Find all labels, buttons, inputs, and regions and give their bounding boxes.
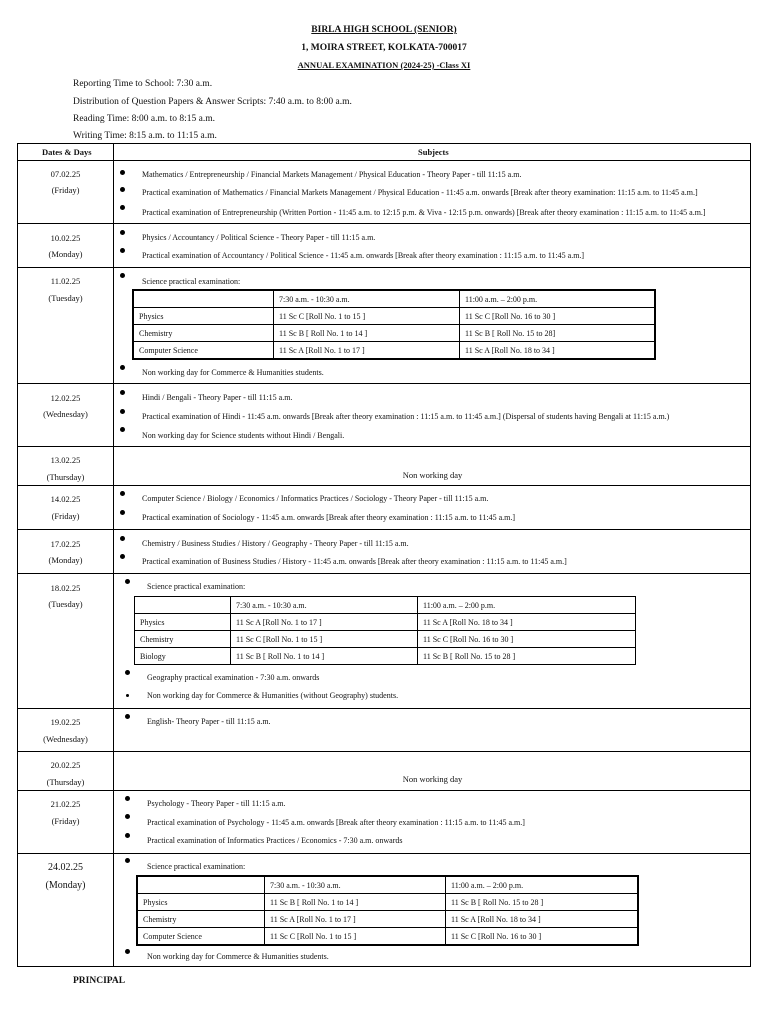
row-item: Non working day for Science students without Hindi / Bengali.: [142, 431, 345, 440]
bullet-icon: [120, 390, 125, 395]
practical-cell: 11 Sc C [Roll No. 16 to 30 ]: [460, 308, 656, 325]
practical-table-18-02: [134, 596, 636, 665]
bullet-icon: [125, 796, 130, 801]
practical-slot-morning: 7:30 a.m. - 10:30 a.m.: [274, 290, 460, 308]
row-day: (Monday): [48, 555, 83, 565]
row-item: Science practical examination:: [147, 582, 246, 591]
practical-cell: 11 Sc A [Roll No. 18 to 34 ]: [418, 614, 636, 631]
bullet-icon: [125, 579, 130, 584]
practical-subject: Physics: [135, 614, 231, 631]
practical-cell: 11 Sc B [ Roll No. 15 to 28 ]: [418, 648, 636, 665]
practical-row: [137, 928, 638, 946]
bullet-icon: [120, 205, 125, 210]
row-date: 12.02.25: [50, 393, 81, 403]
bullet-icon: [120, 510, 125, 515]
row-day: (Friday): [51, 511, 80, 521]
practical-corner-cell: [133, 290, 274, 308]
practical-cell: 11 Sc B [ Roll No. 1 to 14 ]: [265, 894, 446, 911]
row-item: English- Theory Paper - till 11:15 a.m.: [147, 717, 271, 726]
row-item: Non working day for Commerce & Humanities (without Geography) students.: [147, 691, 399, 700]
practical-slot-afternoon: 11:00 a.m. – 2:00 p.m.: [460, 290, 656, 308]
row-item: Psychology - Theory Paper - till 11:15 a.m.: [147, 799, 286, 808]
practical-table-11-02: [132, 289, 656, 360]
col-header-subjects: Subjects: [418, 147, 449, 157]
bullet-icon: [125, 714, 130, 719]
practical-slot-morning: 7:30 a.m. - 10:30 a.m.: [265, 876, 446, 894]
practical-subject: Chemistry: [137, 911, 265, 928]
practical-slot-afternoon: 11:00 a.m. – 2:00 p.m.: [418, 597, 636, 614]
row-date: 11.02.25: [50, 276, 81, 286]
bullet-icon: [120, 248, 125, 253]
practical-cell: 11 Sc C [Roll No. 16 to 30 ]: [446, 928, 639, 946]
practical-cell: 11 Sc C [Roll No. 1 to 15 ]: [274, 308, 460, 325]
practical-cell: 11 Sc B [ Roll No. 15 to 28 ]: [446, 894, 639, 911]
practical-header-row: [137, 876, 638, 894]
practical-cell: 11 Sc C [Roll No. 1 to 15 ]: [231, 631, 418, 648]
row-day: (Thursday): [46, 777, 85, 787]
practical-cell: 11 Sc C [Roll No. 1 to 15 ]: [265, 928, 446, 946]
row-day: (Thursday): [46, 472, 85, 482]
bullet-icon: [120, 536, 125, 541]
row-item: Practical examination of Mathematics / Financial Markets Management / Physical Education - 11:45 a.m. onwards [Break after theory examination: 11:15 a.m. to 11:45 a.m.]: [142, 188, 698, 197]
practical-row: [133, 342, 655, 360]
practical-cell: 11 Sc A [Roll No. 18 to 34 ]: [446, 911, 639, 928]
row-date: 13.02.25: [50, 455, 81, 465]
writing-time: Writing Time: 8:15 a.m. to 11:15 a.m.: [73, 131, 217, 141]
row-item: Science practical examination:: [142, 277, 241, 286]
row-date: 18.02.25: [50, 583, 81, 593]
bullet-icon: [126, 694, 129, 697]
row-day: (Tuesday): [48, 599, 83, 609]
row-item: Hindi / Bengali - Theory Paper - till 11:15 a.m.: [142, 393, 293, 402]
practical-cell: 11 Sc B [ Roll No. 15 to 28]: [460, 325, 656, 342]
practical-cell: 11 Sc A [Roll No. 1 to 17 ]: [265, 911, 446, 928]
exam-schedule-table: [17, 143, 751, 967]
practical-row: [133, 308, 655, 325]
row-date: 14.02.25: [50, 494, 81, 504]
row-date: 19.02.25: [50, 717, 81, 727]
practical-row: [137, 911, 638, 928]
bullet-icon: [125, 858, 130, 863]
bullet-icon: [125, 833, 130, 838]
practical-subject: Physics: [137, 894, 265, 911]
row-item: Geography practical examination - 7:30 a.m. onwards: [147, 673, 320, 682]
row-item: Practical examination of Accountancy / Political Science - 11:45 a.m. onwards [Break after theory examination : 11:15 a.m. to 11:45 a.m.]: [142, 251, 585, 260]
row-date: 17.02.25: [50, 539, 81, 549]
reading-time: Reading Time: 8:00 a.m. to 8:15 a.m.: [73, 114, 215, 124]
bullet-icon: [120, 491, 125, 496]
practical-cell: 11 Sc A [Roll No. 1 to 17 ]: [231, 614, 418, 631]
practical-row: [135, 614, 636, 631]
row-day: (Friday): [51, 816, 80, 826]
practical-subject: Physics: [133, 308, 274, 325]
practical-cell: 11 Sc B [ Roll No. 1 to 14 ]: [274, 325, 460, 342]
row-item: Non working day for Commerce & Humanities students.: [147, 952, 329, 961]
practical-row: [133, 325, 655, 342]
practical-row: [137, 894, 638, 911]
practical-cell: 11 Sc A [Roll No. 1 to 17 ]: [274, 342, 460, 360]
bullet-icon: [120, 273, 125, 278]
practical-subject: Chemistry: [133, 325, 274, 342]
row-date: 07.02.25: [50, 169, 81, 179]
practical-corner-cell: [135, 597, 231, 614]
bullet-icon: [120, 409, 125, 414]
exam-title: ANNUAL EXAMINATION (2024-25) -Class XI: [297, 60, 471, 70]
row-date: 20.02.25: [50, 760, 81, 770]
row-item: Computer Science / Biology / Economics / Informatics Practices / Sociology - Theory Paper - till 11:15 a.m.: [142, 494, 489, 503]
practical-subject: Chemistry: [135, 631, 231, 648]
row-item: Chemistry / Business Studies / History / Geography - Theory Paper - till 11:15 a.m.: [142, 539, 409, 548]
practical-slot-morning: 7:30 a.m. - 10:30 a.m.: [231, 597, 418, 614]
practical-header-row: [133, 290, 655, 308]
practical-header-row: [135, 597, 636, 614]
row-item: Mathematics / Entrepreneurship / Financial Markets Management / Physical Education - Theory Paper - till 11:15 a.m.: [142, 170, 522, 179]
principal-signature: PRINCIPAL: [73, 976, 126, 986]
bullet-icon: [120, 230, 125, 235]
row-day: (Monday): [48, 249, 83, 259]
bullet-icon: [120, 554, 125, 559]
row-item: Practical examination of Entrepreneurship (Written Portion - 11:45 a.m. to 12:15 p.m. & Viva - 12:15 p.m. onwards) [Break after theory examination : 11:15 a.m. to 11:45 a.m.]: [142, 208, 706, 217]
bullet-icon: [120, 427, 125, 432]
col-header-dates: Dates & Days: [42, 147, 92, 157]
practical-subject: Computer Science: [133, 342, 274, 360]
bullet-icon: [120, 187, 125, 192]
bullet-icon: [120, 170, 125, 175]
row-day: (Tuesday): [48, 293, 83, 303]
practical-corner-cell: [137, 876, 265, 894]
school-name: BIRLA HIGH SCHOOL (SENIOR): [311, 25, 457, 35]
row-day: (Friday): [51, 185, 80, 195]
practical-row: [135, 631, 636, 648]
row-item: Practical examination of Business Studies / History - 11:45 a.m. onwards [Break after theory examination : 11:15 a.m. to 11:45 a.m.]: [142, 557, 567, 566]
non-working-day-note: Non working day: [402, 470, 463, 480]
row-item: Practical examination of Sociology - 11:45 a.m. onwards [Break after theory examination : 11:15 a.m. to 11:45 a.m.]: [142, 513, 516, 522]
practical-slot-afternoon: 11:00 a.m. – 2:00 p.m.: [446, 876, 639, 894]
bullet-icon: [125, 949, 130, 954]
row-date: 21.02.25: [50, 799, 81, 809]
bullet-icon: [120, 365, 125, 370]
bullet-icon: [125, 670, 130, 675]
distribution-time: Distribution of Question Papers & Answer Scripts: 7:40 a.m. to 8:00 a.m.: [73, 97, 352, 107]
practical-table-24-02: [136, 875, 639, 946]
row-day: (Wednesday): [43, 734, 88, 744]
row-date: 24.02.25: [48, 862, 83, 873]
row-item: Science practical examination:: [147, 862, 246, 871]
practical-cell: 11 Sc B [ Roll No. 1 to 14 ]: [231, 648, 418, 665]
row-day: (Wednesday): [43, 409, 88, 419]
row-item: Practical examination of Informatics Practices / Economics - 7:30 a.m. onwards: [147, 836, 403, 845]
row-item: Physics / Accountancy / Political Science - Theory Paper - till 11:15 a.m.: [142, 233, 376, 242]
practical-row: [135, 648, 636, 665]
row-item: Practical examination of Psychology - 11:45 a.m. onwards [Break after theory examination : 11:15 a.m. to 11:45 a.m.]: [147, 818, 525, 827]
bullet-icon: [125, 814, 130, 819]
non-working-day-note: Non working day: [402, 774, 463, 784]
school-address: 1, MOIRA STREET, KOLKATA-700017: [301, 43, 467, 53]
practical-cell: 11 Sc C [Roll No. 16 to 30 ]: [418, 631, 636, 648]
practical-cell: 11 Sc A [Roll No. 18 to 34 ]: [460, 342, 656, 360]
practical-subject: Biology: [135, 648, 231, 665]
row-item: Non working day for Commerce & Humanities students.: [142, 368, 324, 377]
row-day: (Monday): [45, 880, 86, 891]
practical-subject: Computer Science: [137, 928, 265, 946]
row-date: 10.02.25: [50, 233, 81, 243]
reporting-time: Reporting Time to School: 7:30 a.m.: [73, 79, 213, 89]
row-item: Practical examination of Hindi - 11:45 a.m. onwards [Break after theory examination : 11:15 a.m. to 11:45 a.m.] (Dispersal of students having Bengali at 11:15 a.m.): [142, 412, 670, 421]
